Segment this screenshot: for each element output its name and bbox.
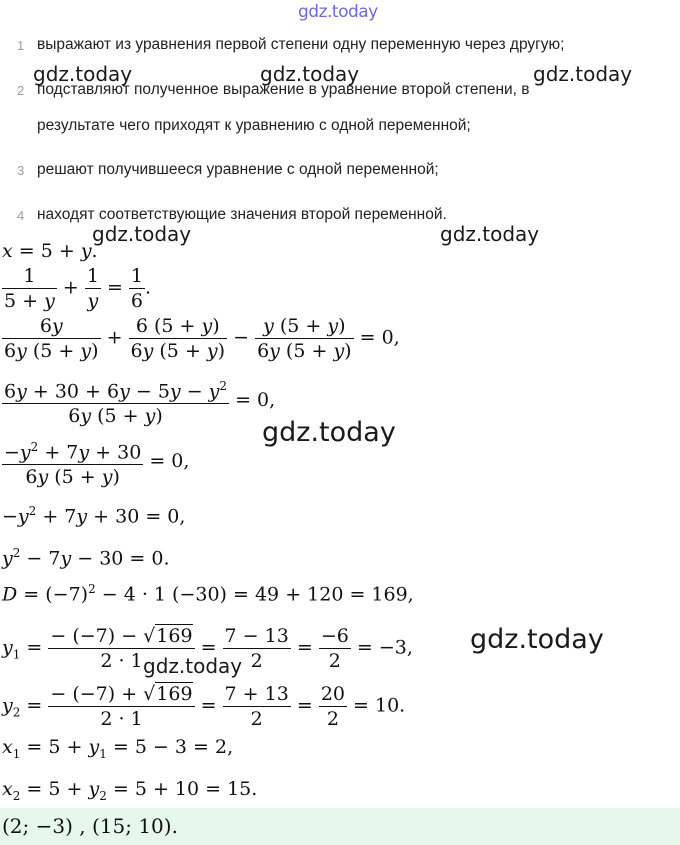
step-text: подставляют полученное выражение в уравнение второй степени, в [37,81,530,98]
watermark: gdz.today [260,62,360,86]
answer-box [0,808,680,845]
step-text: результате чего приходят к уравнению с одной переменной; [37,117,471,134]
watermark: gdz.today [33,62,133,86]
watermark: gdz.today [92,222,192,246]
equation-numerator-zero: $-y^2 + 7y + 30 = 0$, [2,504,186,528]
watermark: gdz.today [470,624,604,655]
equation-simplified: $\frac{-y^2 + 7y + 30}{6y (5 + y)}$ = 0, [4,440,190,489]
equation-y1: $y_1$ = $\frac{- (-7) - √169}{2 \cdot 1}$ = $\frac{7 - 13}{2}$ = $\frac{-6}{2}$ = −3, [2,625,413,672]
equation-fraction-sum: $\frac{1}{5 + y}$ + $\frac{1}{y}$ = $\frac{1}{6}$ . [4,265,152,312]
watermark: gdz.today [533,62,633,86]
step-number: 4 [17,208,25,223]
equation-x2: $x_2 = 5 + y_2 = 5 + 10 = 15$. [2,778,258,803]
step-text: выражают из уравнения первой степени одну переменную через другую; [37,36,565,53]
step-number: 2 [17,83,25,98]
answer-text: (2; −3) , (15; 10). [2,814,178,838]
step-text: находят соответствующие значения второй переменной. [37,206,447,223]
step-text: решают получившееся уравнение с одной переменной; [37,161,439,178]
watermark: gdz.today [262,417,396,448]
step-number: 3 [17,163,25,178]
equation-common-denominator: $\frac{6y}{6y (5 + y)}$ + $\frac{6 (5 + y)}{6y (5 + y)}$ − $\frac{y (5 + y)}{6y (5 + y)}$ = 0, [4,315,400,362]
watermark-top: gdz.today [298,2,378,22]
equation-combined: $\frac{6y + 30 + 6y - 5y - y^2}{6y (5 + y)}$ = 0, [4,379,276,428]
watermark: gdz.today [143,654,243,678]
equation-quadratic: $y^2 - 7y - 30 = 0$. [2,546,170,570]
equation-discriminant: $D = (-7)^2 - 4 \cdot 1$ (−30) = 49 + 120 = 169, [2,582,414,606]
equation-x-expression: x = 5 + y. [2,240,98,262]
equation-x1: $x_1 = 5 + y_1 = 5 - 3 = 2$, [2,736,234,761]
equation-y2: $y_2$ = $\frac{- (-7) + √169}{2 \cdot 1}$ = $\frac{7 + 13}{2}$ = $\frac{20}{2}$ = 10. [2,683,406,730]
watermark: gdz.today [440,222,540,246]
step-number: 1 [17,38,25,53]
